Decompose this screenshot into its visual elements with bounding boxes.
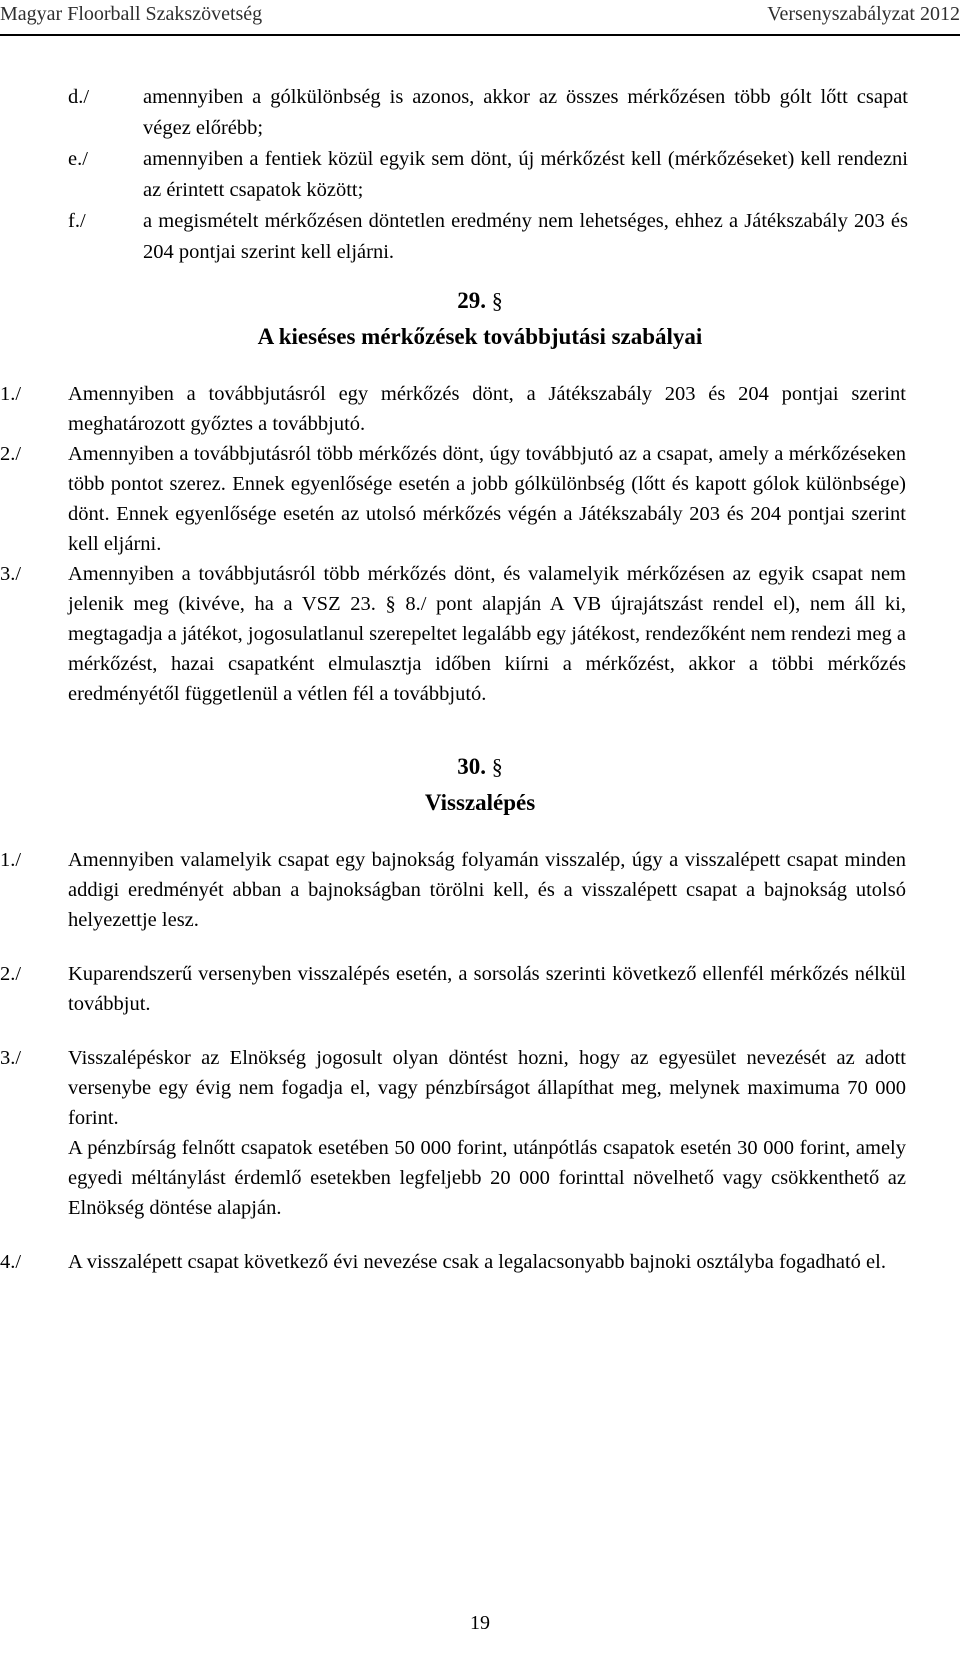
item-text: Amennyiben valamelyik csapat egy bajnokság folyamán visszalép, úgy a visszalépett csapat minden addigi eredményét abban a bajnokságban törölni kell, és a visszalépett csapat a bajnokság utolsó helyezettje lesz.: [68, 849, 906, 931]
list-item: [0, 845, 960, 935]
item-text: Kuparendszerű versenyben visszalépés esetén, a sorsolás szerinti következő ellenfél mérkőzés nélkül továbbjut.: [68, 963, 906, 1015]
list-item: [0, 1043, 960, 1223]
continuation-list: [68, 82, 908, 268]
section-number: 29.: [457, 288, 486, 313]
section-symbol: §: [491, 754, 503, 779]
section-symbol: §: [491, 288, 503, 313]
list-item: [0, 379, 960, 439]
item-number: 4./: [0, 1251, 22, 1273]
page-number: 19: [470, 1612, 490, 1634]
item-text: Amennyiben a továbbjutásról több mérkőzés dönt, és valamelyik mérkőzésen az egyik csapat nem jelenik meg (kivéve, ha a VSZ 23. § 8./ pont alapján A VB újrajátszást rendel el), nem áll ki, megtagadja a játékot, jogosulatlanul szerepeltet legalább egy játékost, rendezőként nem rendezi meg a mérkőzést, hazai csapatként elmulasztja időben kiírni a mérkőzést, akkor a többi mérkőzés eredményétől függetlenül a vétlen fél a továbbjutó.: [68, 563, 906, 705]
list-item: [68, 206, 908, 268]
list-item: [0, 1247, 960, 1277]
header-divider: [0, 34, 960, 36]
item-text: amennyiben a gólkülönbség is azonos, akkor az összes mérkőzésen több gólt lőtt csapat végez előrébb;: [143, 86, 908, 139]
item-text-continued: A pénzbírság felnőtt csapatok esetében 50 000 forint, utánpótlás csapatok esetén 30 000 forint, amely egyedi méltánylást érdemlő esetekben legfeljebb 20 000 forinttal növelhető vagy csökkenthető az Elnökség döntése alapján.: [68, 1137, 906, 1219]
list-item: [0, 959, 960, 1019]
section-29-heading: [0, 284, 960, 318]
item-text: amennyiben a fentiek közül egyik sem dönt, új mérkőzést kell (mérkőzéseket) kell rendezni az érintett csapatok között;: [143, 148, 908, 201]
item-number: 2./: [0, 443, 22, 465]
item-number: d./: [68, 86, 90, 108]
list-item: [0, 439, 960, 559]
section-30-heading: [0, 750, 960, 784]
list-item: [68, 144, 908, 206]
item-number: 1./: [0, 383, 22, 405]
item-text: a megismételt mérkőzésen döntetlen eredmény nem lehetséges, ehhez a Játékszabály 203 és 204 pontjai szerint kell eljárni.: [143, 210, 908, 263]
item-number: e./: [68, 148, 88, 170]
item-number: 3./: [0, 1047, 22, 1069]
item-text: Visszalépéskor az Elnökség jogosult olyan döntést hozni, hogy az egyesület nevezését az adott versenybe egy évig nem fogadja el, vagy pénzbírságot állapíthat meg, melynek maximuma 70 000 forint.: [68, 1047, 906, 1129]
list-item: [0, 559, 960, 709]
section-29-title: A kieséses mérkőzések továbbjutási szabályai: [257, 324, 703, 349]
item-number: f./: [68, 210, 86, 232]
section-30-title: Visszalépés: [424, 790, 536, 815]
item-number: 3./: [0, 563, 22, 585]
list-item: [68, 82, 908, 144]
item-text: Amennyiben a továbbjutásról több mérkőzés dönt, úgy továbbjutó az a csapat, amely a mérkőzéseken több pontot szerez. Ennek egyenlősége esetén a jobb gólkülönbség (lőtt és kapott gólok különbsége) dönt. Ennek egyenlősége esetén az utolsó mérkőzés végén a Játékszabály 203 és 204 pontjai szerint kell eljárni.: [68, 443, 906, 555]
section-30-list: [0, 845, 960, 1277]
item-number: 2./: [0, 963, 22, 985]
item-text: Amennyiben a továbbjutásról egy mérkőzés dönt, a Játékszabály 203 és 204 pontjai szerint meghatározott győztes a továbbjutó.: [68, 383, 906, 435]
section-29-list: [0, 379, 960, 709]
item-text: A visszalépett csapat következő évi nevezése csak a legalacsonyabb bajnoki osztályba fogadható el.: [68, 1251, 886, 1273]
item-number: 1./: [0, 849, 22, 871]
header-organization: Magyar Floorball Szakszövetség: [0, 3, 263, 25]
header-document-title: Versenyszabályzat 2012: [767, 3, 960, 25]
section-number: 30.: [457, 754, 486, 779]
